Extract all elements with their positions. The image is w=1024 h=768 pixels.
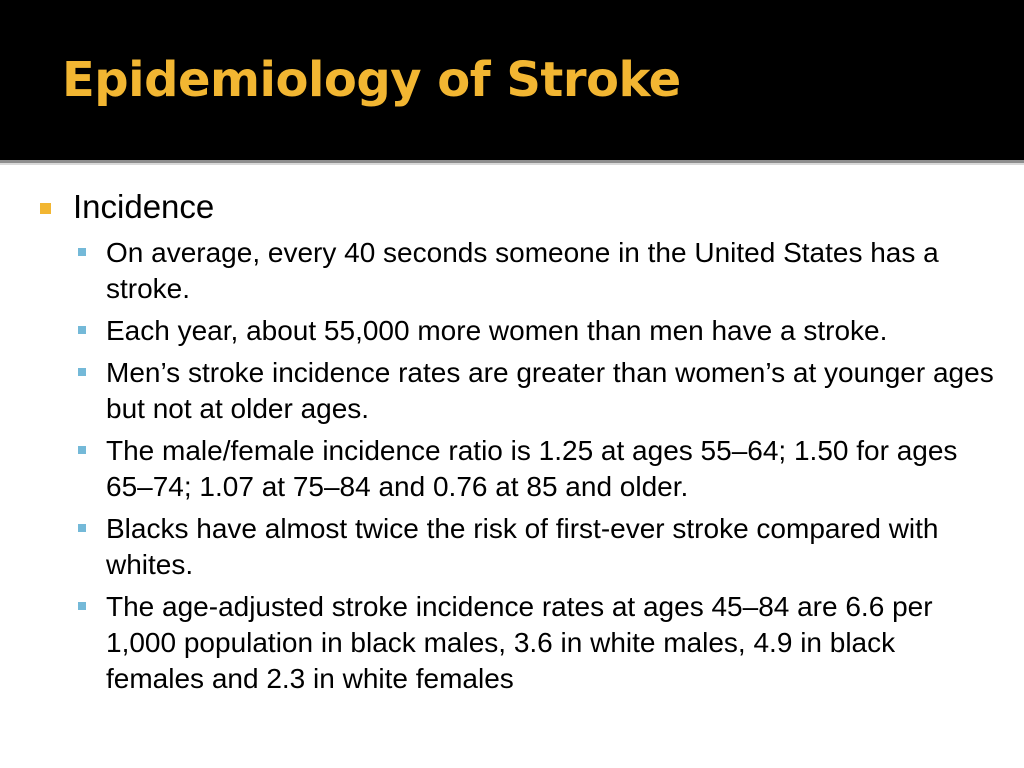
list-item xyxy=(78,433,1000,505)
bullet-text: The male/female incidence ratio is 1.25 at ages 55–64; 1.50 for ages 65–74; 1.07 at 75–84 and 0.76 at 85 and older. xyxy=(106,435,958,502)
list-item xyxy=(78,589,1000,697)
bullet-text: Blacks have almost twice the risk of first-ever stroke compared with whites. xyxy=(106,513,939,580)
title-bar xyxy=(0,0,1024,160)
bullet-text: Men’s stroke incidence rates are greater than women’s at younger ages but not at older ages. xyxy=(106,357,994,424)
list-item xyxy=(78,355,1000,427)
square-bullet-icon xyxy=(78,446,86,454)
bullet-text: The age-adjusted stroke incidence rates at ages 45–84 are 6.6 per 1,000 population in black males, 3.6 in white males, 4.9 in black females and 2.3 in white females xyxy=(106,591,933,694)
square-bullet-icon xyxy=(78,248,86,256)
bullet-level1-incidence xyxy=(40,187,1000,227)
square-bullet-icon xyxy=(78,602,86,610)
list-item xyxy=(78,511,1000,583)
slide-title: Epidemiology of Stroke xyxy=(62,52,681,108)
square-bullet-icon xyxy=(40,203,51,214)
square-bullet-icon xyxy=(78,326,86,334)
bullet-text: On average, every 40 seconds someone in the United States has a stroke. xyxy=(106,237,939,304)
slide-body xyxy=(0,165,1024,768)
square-bullet-icon xyxy=(78,524,86,532)
incidence-bullet-list xyxy=(78,235,1000,703)
bullet-text: Each year, about 55,000 more women than men have a stroke. xyxy=(106,315,888,346)
list-item xyxy=(78,235,1000,307)
section-heading: Incidence xyxy=(73,188,215,225)
square-bullet-icon xyxy=(78,368,86,376)
list-item xyxy=(78,313,1000,349)
